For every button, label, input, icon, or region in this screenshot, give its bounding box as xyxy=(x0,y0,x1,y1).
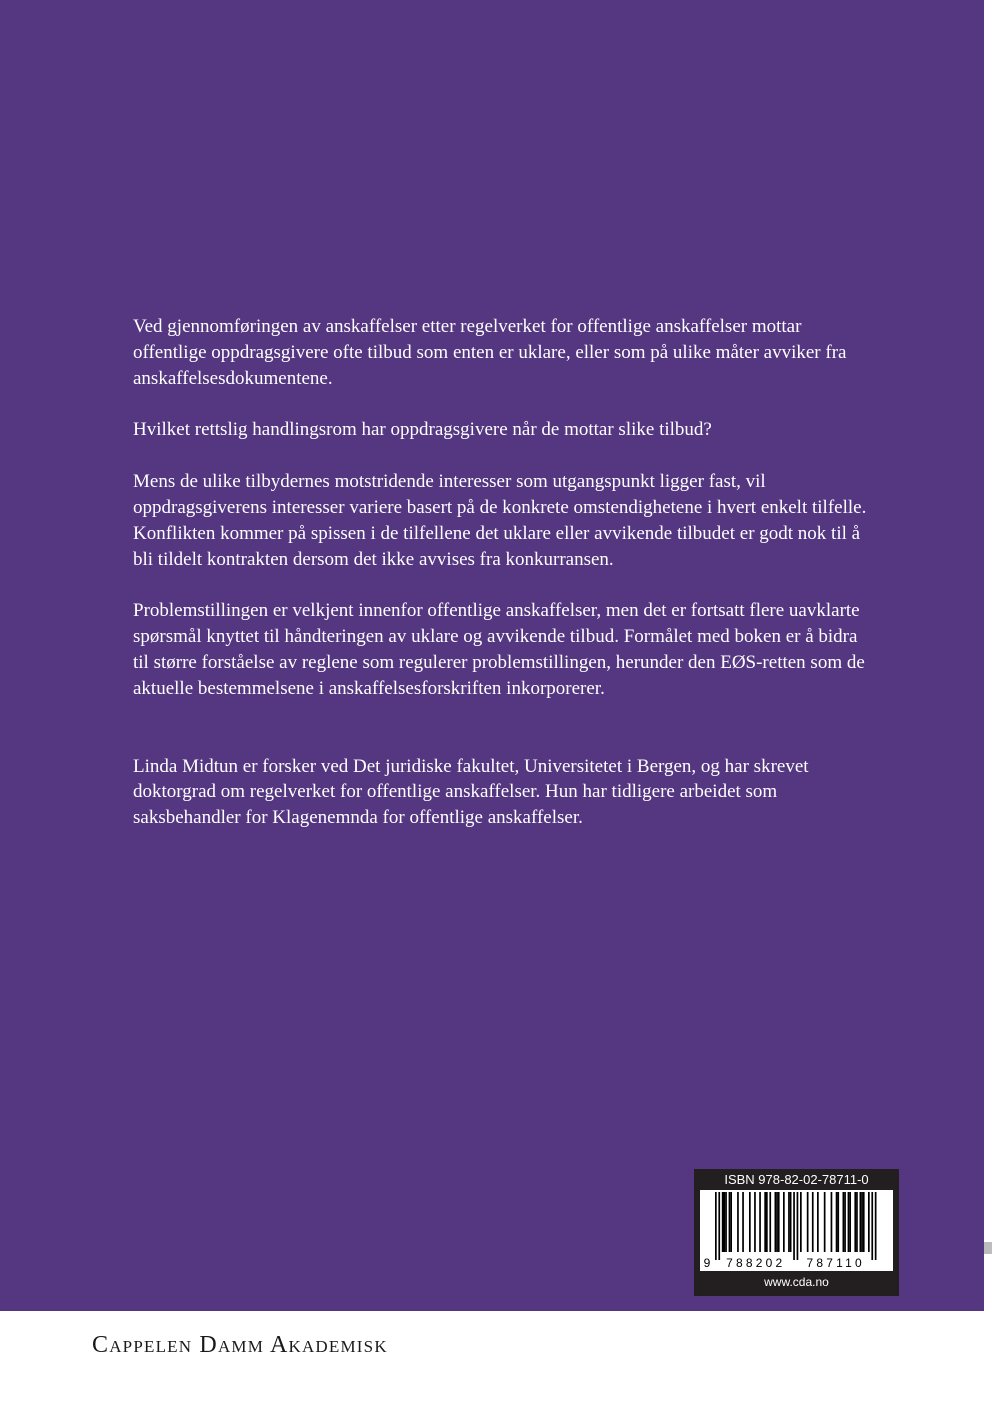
barcode-bar xyxy=(725,1192,727,1252)
barcode-bar xyxy=(824,1192,826,1252)
barcode-bar xyxy=(769,1192,771,1252)
publisher-url: www.cda.no xyxy=(764,1275,829,1289)
barcode-bar xyxy=(871,1192,873,1260)
barcode xyxy=(700,1190,893,1271)
publisher-logo: Cappelen Damm Akademisk xyxy=(92,1332,388,1358)
barcode-bar xyxy=(730,1192,732,1252)
isbn-barcode-box xyxy=(694,1169,899,1296)
blurb xyxy=(133,314,873,831)
barcode-bar xyxy=(788,1192,790,1252)
barcode-bar xyxy=(812,1192,814,1252)
barcode-bar xyxy=(775,1192,777,1252)
blurb-paragraph-3: Mens de ulike tilbydernes motstridende interesser som utgangspunkt ligger fast, vil oppdragsgiverens interesser variere basert på de konkrete omstendighetene i hvert enkelt tilfelle. Konflikten kommer på spissen i de tilfellene det uklare eller avvikende tilbudet er godt nok til å bli tildelt kontrakten dersom det ikke avvises fra konkurransen. xyxy=(133,471,867,570)
barcode-bar xyxy=(766,1192,768,1252)
barcode-bar xyxy=(724,1192,726,1252)
barcode-digits-1: 788202 xyxy=(726,1256,786,1270)
isbn-label: ISBN 978-82-02-78711-0 xyxy=(724,1172,869,1187)
barcode-bar xyxy=(776,1192,778,1252)
barcode-bar xyxy=(778,1192,780,1252)
barcode-bar xyxy=(848,1192,850,1252)
barcode-bar xyxy=(861,1192,863,1252)
barcode-bar xyxy=(856,1192,858,1252)
barcode-bar xyxy=(715,1192,717,1260)
barcode-bar xyxy=(863,1192,865,1252)
barcode-bar xyxy=(807,1192,809,1252)
blurb-paragraph-4: Problemstillingen er velkjent innenfor offentlige anskaffelser, men det er fortsatt flere uavklarte spørsmål knyttet til håndteringen av uklare og avvikende tilbud. Formålet med boken er å bidra til større forståelse av reglene som regulerer problemstillingen, herunder den EØS-retten som de aktuelle bestemmelsene i anskaffelsesforskriften inkorporerer. xyxy=(133,600,865,699)
barcode-bar xyxy=(742,1192,744,1252)
barcode-bar xyxy=(837,1192,839,1252)
barcode-bar xyxy=(817,1192,819,1252)
barcode-bar xyxy=(722,1192,724,1252)
barcode-bar xyxy=(737,1192,739,1252)
barcode-digits-2: 787110 xyxy=(806,1256,865,1270)
barcode-bar xyxy=(868,1192,870,1252)
barcode-bar xyxy=(749,1192,751,1252)
barcode-bar xyxy=(759,1192,761,1252)
blurb-paragraph-1: Ved gjennomføringen av anskaffelser etter regelverket for offentlige anskaffelser mottar offentlige oppdragsgivere ofte tilbud som enten er uklare, eller som på ulike måter avviker fra anskaffelsesdokumentene. xyxy=(133,316,847,389)
author-bio: Linda Midtun er forsker ved Det juridiske fakultet, Universitetet i Bergen, og har skrevet doktorgrad om regelverket for offentlige anskaffelser. Hun har tidligere arbeidet som saksbehandler for Klagenemnda for offentlige anskaffelser. xyxy=(133,755,809,829)
barcode-bar xyxy=(764,1192,766,1252)
barcode-bar xyxy=(793,1192,795,1260)
barcode-bar xyxy=(800,1192,802,1252)
barcode-bar xyxy=(797,1192,799,1260)
barcode-bar xyxy=(836,1192,838,1252)
barcode-bar xyxy=(849,1192,851,1252)
barcode-bar xyxy=(854,1192,856,1252)
barcode-bar xyxy=(875,1192,877,1260)
barcode-panel xyxy=(700,1190,893,1271)
barcode-bar xyxy=(843,1192,845,1252)
barcode-bar xyxy=(754,1192,756,1252)
barcode-bar xyxy=(860,1192,862,1252)
barcode-bar xyxy=(718,1192,720,1260)
barcode-bar xyxy=(831,1192,833,1252)
barcode-bar xyxy=(783,1192,785,1252)
blurb-paragraph-2: Hvilket rettslig handlingsrom har oppdragsgivere når de mottar slike tilbud? xyxy=(133,419,712,441)
barcode-digits-0: 9 xyxy=(703,1256,711,1270)
barcode-bar xyxy=(729,1192,731,1252)
barcode-bar xyxy=(844,1192,846,1252)
barcode-bar xyxy=(790,1192,792,1252)
edge-mark xyxy=(984,1242,992,1254)
